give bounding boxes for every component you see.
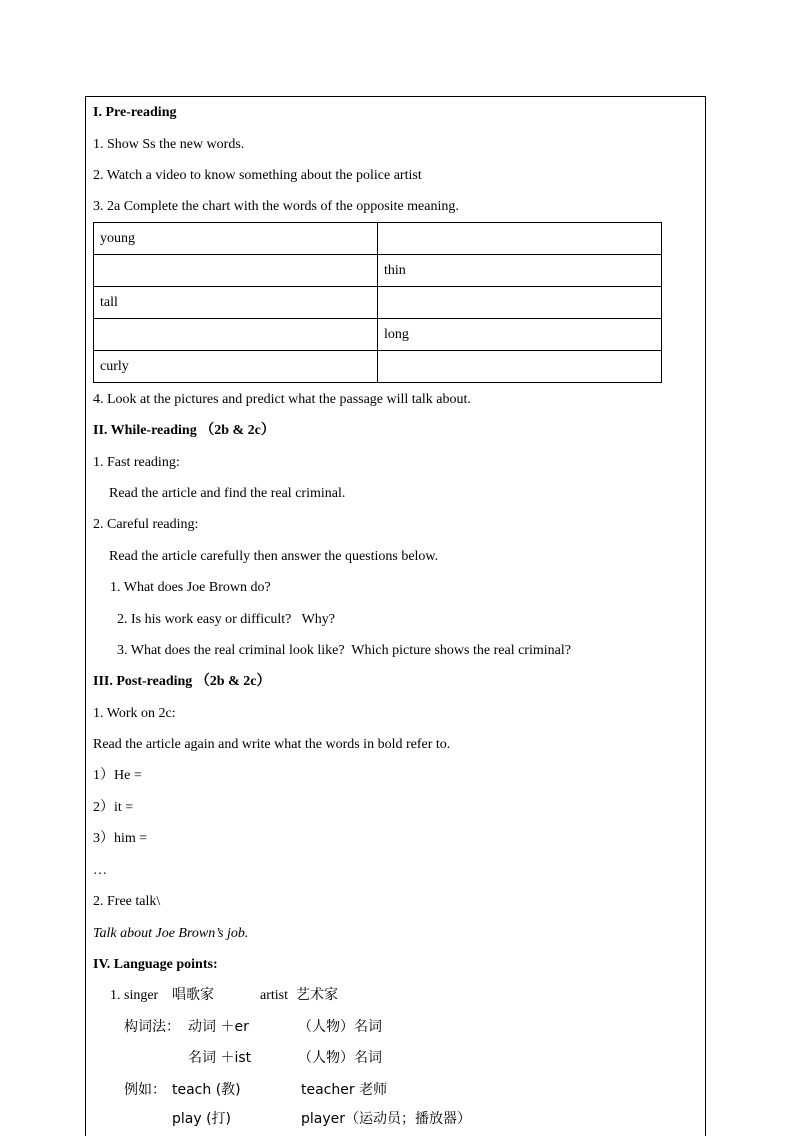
example-1-right: teacher 老师 (301, 1082, 388, 1098)
example-1-left: teach (教) (172, 1082, 241, 1098)
point-1-singer-chinese: 唱歌家 (172, 987, 214, 1003)
work-on-2c-task: Read the article again and write what the words in bold refer to. (93, 737, 451, 752)
pre-reading-step-3: 3. 2a Complete the chart with the words of the opposite meaning. (93, 199, 459, 214)
word-formation-label: 构词法： (124, 1019, 180, 1035)
fast-reading-task: Read the article and find the real criminal. (109, 486, 346, 501)
ellipsis: … (93, 863, 107, 878)
answer-item-3: 3）him = (93, 831, 148, 846)
rule-2-right: （人物）名词 (298, 1050, 382, 1066)
chart-cell (378, 287, 662, 319)
pre-reading-step-2: 2. Watch a video to know something about the police artist (93, 168, 422, 183)
section-heading-post-reading: III. Post-reading （2b & 2c） (93, 674, 271, 689)
chart-cell: thin (378, 255, 662, 287)
table-row (94, 319, 662, 351)
table-row (94, 223, 662, 255)
table-row (94, 287, 662, 319)
question-2: 2. Is his work easy or difficult? Why? (117, 612, 335, 627)
work-on-2c-label: 1. Work on 2c: (93, 706, 176, 721)
section-heading-language-points: IV. Language points: (93, 957, 218, 972)
question-1: 1. What does Joe Brown do? (110, 580, 271, 595)
careful-reading-label: 2. Careful reading: (93, 517, 199, 532)
chart-cell (378, 351, 662, 383)
opposite-meaning-chart (93, 222, 662, 383)
rule-2-left: 名词 ＋ist (188, 1050, 252, 1066)
pre-reading-step-1: 1. Show Ss the new words. (93, 137, 245, 152)
chart-cell: long (378, 319, 662, 351)
answer-item-2: 2）it = (93, 800, 134, 815)
example-label: 例如： (124, 1082, 166, 1098)
fast-reading-label: 1. Fast reading: (93, 455, 180, 470)
answer-item-1: 1）He = (93, 768, 142, 783)
careful-reading-task: Read the article carefully then answer the questions below. (109, 549, 439, 564)
section-heading-pre-reading: I. Pre-reading (93, 105, 177, 120)
chart-cell: tall (94, 287, 378, 319)
chart-cell (94, 255, 378, 287)
point-1-artist: artist (260, 988, 288, 1003)
chart-cell: young (94, 223, 378, 255)
example-2-left: play (打) (172, 1111, 232, 1127)
pre-reading-step-4: 4. Look at the pictures and predict what the passage will talk about. (93, 392, 471, 407)
chart-cell: curly (94, 351, 378, 383)
section-heading-while-reading: II. While-reading （2b & 2c） (93, 423, 275, 438)
free-talk-label: 2. Free talk\ (93, 894, 161, 909)
table-row (94, 351, 662, 383)
example-2-right: player（运动员；播放器） (301, 1111, 472, 1127)
free-talk-task: Talk about Joe Brown’s job. (93, 926, 249, 941)
chart-cell (378, 223, 662, 255)
chart-cell (94, 319, 378, 351)
rule-1-right: （人物）名词 (298, 1019, 382, 1035)
question-3: 3. What does the real criminal look like? Which picture shows the real criminal? (117, 643, 571, 658)
table-row (94, 255, 662, 287)
point-1-singer: 1. singer (110, 988, 159, 1003)
rule-1-left: 动词 ＋er (188, 1019, 249, 1035)
point-1-artist-chinese: 艺术家 (296, 987, 338, 1003)
